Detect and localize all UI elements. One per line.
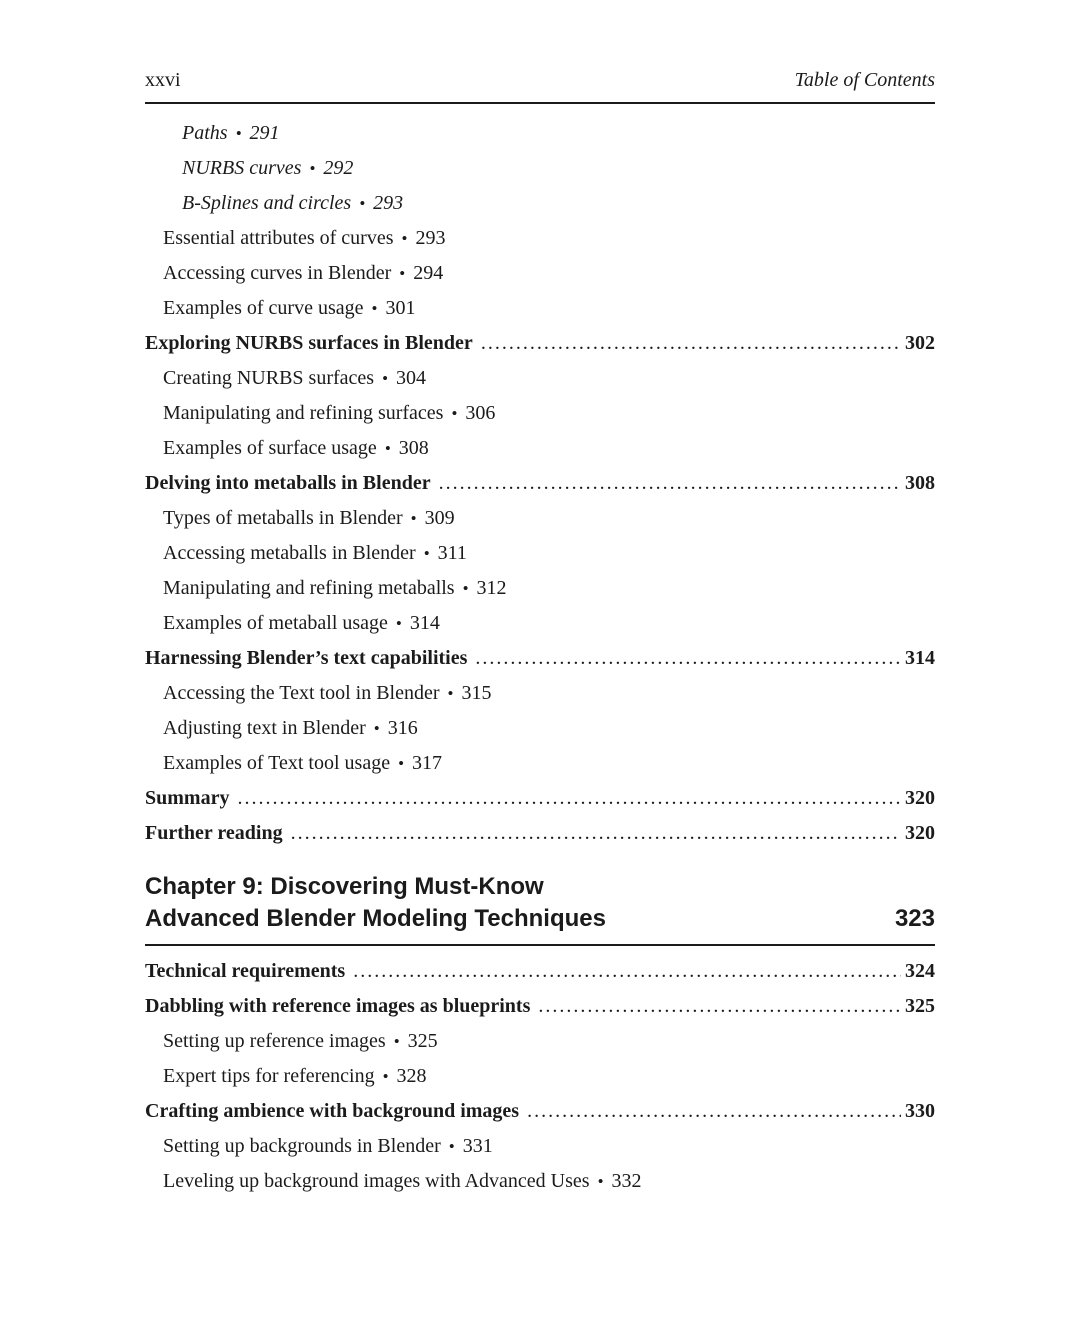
entry-label: Further reading [145,822,283,844]
entry-page-number: 308 [905,472,935,494]
entry-page-number: 312 [476,577,507,599]
bullet-separator: • [451,404,458,423]
entry-label: Accessing the Text tool in Blender [163,682,440,704]
dot-leader [538,989,901,1024]
toc-entry [145,641,935,676]
entry-label: Setting up backgrounds in Blender [163,1135,441,1157]
toc-entry [145,396,935,431]
bullet-separator: • [447,684,454,703]
bullet-separator: • [373,719,380,738]
entry-page-number: 311 [437,542,467,564]
toc-entry [145,954,935,989]
bullet-separator: • [235,124,242,143]
entry-page-number: 308 [398,437,429,459]
entry-label: Accessing curves in Blender [163,262,392,284]
chapter-heading [145,871,935,946]
entry-label: Summary [145,787,230,809]
entry-page-number: 293 [373,192,404,214]
dot-leader [439,466,901,501]
toc-entry [145,326,935,361]
entry-label: Expert tips for referencing [163,1065,375,1087]
toc-entry [145,571,935,606]
running-head: Table of Contents [794,69,935,91]
toc-entry [145,186,935,221]
toc-entry [145,361,935,396]
toc-list-bottom [145,954,935,1199]
entry-page-number: 292 [323,157,354,179]
entry-label: Examples of surface usage [163,437,377,459]
entry-label: Exploring NURBS surfaces in Blender [145,332,473,354]
toc-entry [145,431,935,466]
dot-leader [527,1094,901,1129]
toc-entry [145,291,935,326]
toc-entry [145,989,935,1024]
page-header [145,68,935,104]
chapter-title-line2-row [145,903,935,935]
toc-entry [145,1059,935,1094]
bullet-separator: • [359,194,366,213]
entry-page-number: 315 [461,682,492,704]
entry-page-number: 320 [905,787,935,809]
dot-leader [237,781,901,816]
bullet-separator: • [384,439,391,458]
toc-entry [145,1164,935,1199]
entry-label: Manipulating and refining metaballs [163,577,455,599]
entry-label: Examples of Text tool usage [163,752,391,774]
entry-label: Creating NURBS surfaces [163,367,375,389]
toc-entry [145,466,935,501]
entry-label: Types of metaballs in Blender [163,507,403,529]
entry-page-number: 332 [611,1170,642,1192]
entry-page-number: 317 [412,752,443,774]
entry-page-number: 330 [905,1100,935,1122]
bullet-separator: • [382,369,389,388]
entry-page-number: 294 [413,262,444,284]
chapter-title-line1: Chapter 9: Discovering Must-Know [145,873,544,900]
entry-page-number: 306 [465,402,496,424]
toc-entry [145,746,935,781]
entry-label: Essential attributes of curves [163,227,394,249]
bullet-separator: • [597,1172,604,1191]
chapter-title-line2: Advanced Blender Modeling Techniques [145,905,606,932]
toc-entry [145,221,935,256]
bullet-separator: • [371,299,378,318]
dot-leader [353,954,901,989]
entry-label: B-Splines and circles [182,192,352,214]
entry-page-number: 316 [387,717,418,739]
entry-page-number: 325 [407,1030,438,1052]
entry-label: Adjusting text in Blender [163,717,366,739]
toc-entry [145,816,935,851]
toc-entry [145,1024,935,1059]
toc-entry [145,536,935,571]
toc-list-top [145,116,935,851]
toc-entry [145,501,935,536]
entry-label: Accessing metaballs in Blender [163,542,416,564]
bullet-separator: • [393,1032,400,1051]
bullet-separator: • [401,229,408,248]
toc-entry [145,1129,935,1164]
toc-entry [145,1094,935,1129]
entry-page-number: 325 [905,995,935,1017]
entry-label: Harnessing Blender’s text capabilities [145,647,468,669]
entry-page-number: 304 [396,367,427,389]
entry-page-number: 324 [905,960,935,982]
dot-leader [475,641,901,676]
entry-label: NURBS curves [182,157,302,179]
toc-entry [145,676,935,711]
entry-label: Delving into metaballs in Blender [145,472,431,494]
toc-entry [145,711,935,746]
entry-label: Paths [182,122,228,144]
entry-label: Leveling up background images with Advanced Uses [163,1170,590,1192]
entry-label: Manipulating and refining surfaces [163,402,444,424]
entry-page-number: 309 [424,507,455,529]
entry-label: Technical requirements [145,960,346,982]
entry-page-number: 302 [905,332,935,354]
bullet-separator: • [395,614,402,633]
page-number: xxvi [145,69,181,91]
toc-entry [145,781,935,816]
entry-label: Setting up reference images [163,1030,386,1052]
bullet-separator: • [309,159,316,178]
entry-page-number: 301 [385,297,416,319]
bullet-separator: • [448,1137,455,1156]
dot-leader [291,816,901,851]
entry-page-number: 328 [396,1065,427,1087]
entry-page-number: 293 [415,227,446,249]
bullet-separator: • [398,754,405,773]
entry-page-number: 331 [462,1135,493,1157]
bullet-separator: • [382,1067,389,1086]
toc-entry [145,151,935,186]
toc-entry [145,116,935,151]
entry-page-number: 320 [905,822,935,844]
toc-entry [145,256,935,291]
bullet-separator: • [410,509,417,528]
dot-leader [481,326,901,361]
entry-label: Examples of metaball usage [163,612,388,634]
bullet-separator: • [462,579,469,598]
toc-entry [145,606,935,641]
bullet-separator: • [399,264,406,283]
entry-label: Dabbling with reference images as blueprints [145,995,531,1017]
bullet-separator: • [423,544,430,563]
entry-page-number: 291 [249,122,280,144]
entry-label: Crafting ambience with background images [145,1100,520,1122]
entry-page-number: 314 [905,647,935,669]
entry-page-number: 314 [409,612,440,634]
entry-label: Examples of curve usage [163,297,364,319]
chapter-page-number: 323 [894,905,935,932]
